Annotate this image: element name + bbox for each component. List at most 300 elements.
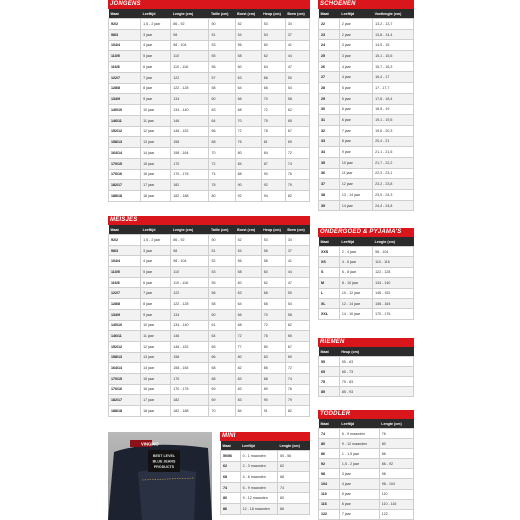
table-cell: 41 [285, 40, 309, 51]
table-cell: 134 - 140 [373, 278, 414, 288]
size-cell: 140/10 [109, 105, 141, 116]
table-cell: 52 [209, 256, 235, 267]
table-cell: 80 [277, 493, 309, 504]
table-cell: 56 [261, 245, 285, 256]
table-row [109, 105, 310, 116]
table-cell: 4 - 6 maanden [240, 472, 277, 483]
column-header: Lengte (cm) [171, 225, 209, 235]
table-row [109, 115, 310, 126]
table-cell: 83 [235, 384, 261, 395]
size-cell: 152/12 [109, 126, 141, 137]
riemen-section [318, 338, 414, 397]
table-cell: 69 [285, 137, 309, 148]
column-header: Maat [221, 441, 241, 451]
column-header: Maat [109, 9, 141, 19]
size-cell: 104/4 [109, 40, 141, 51]
table-cell: 82 [285, 191, 309, 202]
table-cell: 21,7 - 22,2 [373, 157, 414, 168]
table-cell: 50 [209, 19, 235, 30]
table-row [319, 479, 414, 489]
table-header-row [221, 441, 310, 451]
table-cell: 4 jaar [339, 72, 372, 83]
table-cell: 60 [235, 62, 261, 73]
table-cell: 14 jaar [339, 200, 372, 211]
size-cell: 104/4 [109, 256, 141, 267]
size-cell: XXS [319, 247, 340, 257]
column-header: Maat [319, 419, 340, 429]
table-cell: 74 [285, 373, 309, 384]
table-cell: 158 - 164 [373, 298, 414, 308]
table-cell: 1,5 - 2 jaar [141, 19, 171, 30]
size-cell: 140/10 [109, 320, 141, 331]
table-cell: 1,5 - 2 jaar [339, 459, 379, 469]
table-cell: 50 [285, 72, 309, 83]
size-cell: 110/5 [109, 267, 141, 278]
table-cell: 7 jaar [339, 125, 372, 136]
table-cell: 19,6 - 20,3 [373, 125, 414, 136]
table-cell: 74 [277, 482, 309, 493]
size-cell: 30 [319, 104, 340, 115]
table-cell: 83 [235, 395, 261, 406]
table-row [319, 125, 414, 136]
table-cell: 76 [379, 429, 413, 439]
table-cell: 64 [235, 83, 261, 94]
table-cell: 11 jaar [339, 168, 372, 179]
riemen-table [318, 347, 414, 397]
table-row [109, 40, 310, 51]
size-cell: 62 [221, 461, 241, 472]
table-row [319, 115, 414, 126]
table-cell: 53 [261, 235, 285, 246]
table-cell: 110 [171, 267, 209, 278]
size-cell: 33 [319, 136, 340, 147]
table-cell: 110 - 116 [171, 62, 209, 73]
table-cell: 86 [261, 363, 285, 374]
riemen-title: RIEMEN [318, 338, 414, 347]
table-cell: 158 [171, 352, 209, 363]
table-header-row [319, 237, 414, 247]
table-cell: 146 - 152 [373, 288, 414, 298]
table-cell: 82 [235, 363, 261, 374]
table-cell: 69 [209, 384, 235, 395]
column-header: Heup (cm) [261, 9, 285, 19]
table-cell: 182 - 188 [171, 406, 209, 417]
table-cell: 6 - 9 maanden [240, 482, 277, 493]
table-cell: 110 - 116 [171, 277, 209, 288]
size-cell: 39 [319, 200, 340, 211]
table-row [319, 278, 414, 288]
table-row [319, 247, 414, 257]
table-cell: 3 jaar [339, 40, 372, 51]
table-cell: 65 [285, 331, 309, 342]
table-cell: 34 [285, 19, 309, 30]
table-cell: 76 [235, 137, 261, 148]
table-cell: 76 [285, 384, 309, 395]
table-cell: 170 [171, 158, 209, 169]
column-header: Taille (cm) [209, 225, 235, 235]
size-cell: 128/8 [109, 299, 141, 310]
table-cell: 182 [171, 395, 209, 406]
table-cell: 170 [171, 373, 209, 384]
table-cell: 16 jaar [141, 384, 171, 395]
table-cell: 70 [261, 309, 285, 320]
table-header-row [319, 419, 414, 429]
ondergoed-table [318, 237, 414, 320]
table-cell: 58 [209, 83, 235, 94]
table-row [109, 191, 310, 202]
table-cell: 146 - 152 [171, 341, 209, 352]
table-cell: 63 [209, 105, 235, 116]
table-cell: 63 [235, 288, 261, 299]
table-cell: 94 [261, 191, 285, 202]
size-cell: 134/9 [109, 309, 141, 320]
table-row [319, 267, 414, 277]
table-row [319, 19, 414, 30]
toddler-title: TODDLER [318, 410, 414, 419]
table-cell: 122 [171, 72, 209, 83]
table-row [109, 126, 310, 137]
size-cell: 27 [319, 72, 340, 83]
table-cell: 56 [235, 256, 261, 267]
table-cell: 44 [285, 51, 309, 62]
table-cell: 63 [235, 72, 261, 83]
table-cell: 84 [235, 406, 261, 417]
table-cell: 1,5 - 2 jaar [141, 235, 171, 246]
table-cell: 20,4 - 21 [373, 136, 414, 147]
table-row [221, 493, 310, 504]
jongens-table [108, 9, 310, 202]
table-cell: 17 jaar [141, 395, 171, 406]
table-cell: 58 [235, 267, 261, 278]
table-cell: 66 [261, 72, 285, 83]
table-cell: 77 [235, 341, 261, 352]
size-cell: 68 [221, 472, 241, 483]
table-cell: 17 jaar [141, 180, 171, 191]
size-cell: 31 [319, 115, 340, 126]
table-cell: 13 jaar [141, 137, 171, 148]
table-row [319, 136, 414, 147]
table-cell: 52 [235, 19, 261, 30]
table-cell: 60 [209, 309, 235, 320]
table-cell: 64 [235, 299, 261, 310]
table-row [319, 83, 414, 94]
table-cell: 12 jaar [141, 341, 171, 352]
size-cell: 110 [319, 489, 340, 499]
table-cell: 72 [261, 105, 285, 116]
table-row [319, 367, 414, 377]
size-cell: M [319, 278, 340, 288]
table-cell: 60 [209, 94, 235, 105]
table-cell: 72 [285, 363, 309, 374]
table-cell: 9 - 12 maanden [240, 493, 277, 504]
toddler-section [318, 410, 414, 520]
table-cell: 70 [209, 406, 235, 417]
table-cell: 55 [209, 277, 235, 288]
table-cell: 50 [285, 288, 309, 299]
size-cell: 75 [319, 377, 340, 387]
column-header: Heup (cm) [261, 225, 285, 235]
table-cell: 76 [261, 331, 285, 342]
jongens-title: JONGENS [108, 0, 310, 9]
table-row [319, 309, 414, 319]
table-cell: 8 jaar [141, 83, 171, 94]
table-cell: 60 [261, 267, 285, 278]
table-row [109, 158, 310, 169]
size-cell: 25 [319, 51, 340, 62]
table-row [319, 179, 414, 190]
size-cell: 122/7 [109, 72, 141, 83]
table-cell: 12 - 14 jaar [339, 298, 372, 308]
table-cell: 83 [261, 352, 285, 363]
table-row [319, 429, 414, 439]
table-cell: 54 [235, 245, 261, 256]
table-cell: 92 [261, 180, 285, 191]
table-cell: 7 jaar [141, 72, 171, 83]
table-cell: 98 [379, 469, 413, 479]
table-cell: 146 - 152 [171, 126, 209, 137]
table-cell: 80 [235, 352, 261, 363]
table-cell: 70 [235, 115, 261, 126]
size-cell: 116/6 [109, 277, 141, 288]
table-cell: 68 [277, 472, 309, 483]
table-cell: 6 jaar [141, 277, 171, 288]
table-row [319, 288, 414, 298]
table-cell: 65 [209, 341, 235, 352]
size-cell: 92 [319, 459, 340, 469]
table-cell: 158 - 164 [171, 363, 209, 374]
size-cell: 34 [319, 147, 340, 158]
table-cell: 12 - 18 maanden [240, 503, 277, 514]
table-cell: 7 jaar [141, 288, 171, 299]
table-cell: 54 [235, 29, 261, 40]
table-row [319, 104, 414, 115]
table-cell: 74 [209, 169, 235, 180]
table-cell: 62 [261, 277, 285, 288]
size-cell: S [319, 267, 340, 277]
table-cell: 5 jaar [141, 51, 171, 62]
table-row [319, 509, 414, 519]
table-row [319, 257, 414, 267]
size-cell: 170/15 [109, 158, 141, 169]
table-row [109, 384, 310, 395]
table-cell: 6 jaar [339, 104, 372, 115]
mini-table [220, 441, 310, 515]
table-cell: 5 jaar [339, 93, 372, 104]
table-cell: 8 - 10 jaar [339, 278, 372, 288]
table-row [109, 267, 310, 278]
table-row [319, 489, 414, 499]
size-cell: 164/14 [109, 148, 141, 159]
table-cell: 86 [277, 503, 309, 514]
table-cell: 98 - 104 [171, 40, 209, 51]
table-cell: 146 [171, 115, 209, 126]
table-cell: 10 - 12 jaar [339, 288, 372, 298]
table-cell: 86 - 92 [171, 19, 209, 30]
table-cell: 15 jaar [141, 373, 171, 384]
column-header: Borst (cm) [235, 225, 261, 235]
size-cell: 152/12 [109, 341, 141, 352]
table-cell: 4 jaar [141, 256, 171, 267]
size-cell: 146/11 [109, 331, 141, 342]
table-cell: 170 - 176 [373, 309, 414, 319]
size-cell: 98 [319, 469, 340, 479]
table-cell: 146 [171, 331, 209, 342]
table-cell: 75 - 83 [339, 377, 413, 387]
table-cell: 98 [171, 245, 209, 256]
table-cell: 81 [261, 137, 285, 148]
table-cell: 10 jaar [141, 105, 171, 116]
table-cell: 110 [171, 51, 209, 62]
brand-text: VINGINO [141, 441, 159, 447]
table-row [109, 299, 310, 310]
size-cell: L [319, 288, 340, 298]
table-cell: 2 jaar [339, 29, 372, 40]
table-cell: 80 [379, 439, 413, 449]
table-cell: 74 [285, 158, 309, 169]
column-header: Maat [319, 9, 340, 19]
table-cell: 14 jaar [141, 363, 171, 374]
table-cell: 10 jaar [339, 157, 372, 168]
table-cell: 66 [209, 126, 235, 137]
table-row [109, 341, 310, 352]
table-cell: 13,2 - 13,7 [373, 19, 414, 30]
table-cell: 1 - 1,5 jaar [339, 449, 379, 459]
meisjes-title: MEISJES [108, 216, 310, 225]
size-cell: 116/6 [109, 62, 141, 73]
column-header: Been (cm) [285, 9, 309, 19]
table-cell: 54 [261, 29, 285, 40]
table-cell: 78 [261, 126, 285, 137]
table-row [319, 377, 414, 387]
size-cell: 164/14 [109, 363, 141, 374]
table-cell: 90 [261, 169, 285, 180]
table-row [221, 461, 310, 472]
table-cell: 12 jaar [339, 179, 372, 190]
table-row [319, 298, 414, 308]
column-header: Maat [109, 225, 141, 235]
table-cell: 68 [261, 83, 285, 94]
table-row [319, 499, 414, 509]
table-cell: 88 [261, 373, 285, 384]
table-cell: 67 [285, 341, 309, 352]
table-cell: 9 jaar [141, 94, 171, 105]
table-cell: 18 jaar [141, 406, 171, 417]
jeans-photo [108, 432, 212, 520]
size-cell: 92/2 [109, 235, 141, 246]
table-cell: 7 jaar [339, 509, 379, 519]
table-row [319, 200, 414, 211]
table-row [109, 309, 310, 320]
table-cell: 62 [285, 105, 309, 116]
table-row [109, 83, 310, 94]
toddler-table [318, 419, 414, 520]
table-cell: 18,5 - 19 [373, 104, 414, 115]
table-cell: 2 - 4 jaar [339, 247, 372, 257]
jeans-pocket [138, 469, 196, 520]
table-cell: 69 [285, 352, 309, 363]
table-row [319, 190, 414, 201]
table-cell: 4 jaar [141, 40, 171, 51]
size-cell: 146/11 [109, 115, 141, 126]
table-cell: 9 jaar [141, 309, 171, 320]
column-header: Lengte (cm) [379, 419, 413, 429]
table-row [109, 137, 310, 148]
size-cell: XL [319, 298, 340, 308]
size-cell: 98/3 [109, 245, 141, 256]
size-cell: 85 [319, 387, 340, 397]
table-cell: 91 [261, 406, 285, 417]
table-cell: 15,1 - 15,6 [373, 51, 414, 62]
table-cell: 72 [235, 331, 261, 342]
size-cell: 158/13 [109, 137, 141, 148]
table-cell: 4 jaar [339, 61, 372, 72]
table-cell: 15 jaar [141, 158, 171, 169]
table-cell: 58 [285, 309, 309, 320]
table-cell: 16 jaar [141, 169, 171, 180]
table-cell: 41 [285, 256, 309, 267]
table-cell: 61 [209, 320, 235, 331]
table-cell: 3 jaar [141, 245, 171, 256]
table-cell: 83 [235, 373, 261, 384]
table-cell: 92 [235, 191, 261, 202]
table-cell: 4 jaar [339, 479, 379, 489]
column-header: Leeftijd [339, 237, 372, 247]
size-cell: 122 [319, 509, 340, 519]
table-cell: 15,7 - 16,3 [373, 61, 414, 72]
size-cell: 55 [319, 357, 340, 367]
table-cell: 58 [209, 299, 235, 310]
size-cell: 188/18 [109, 406, 141, 417]
table-cell: 80 [209, 191, 235, 202]
mini-title: MINI [220, 432, 310, 441]
table-cell: 2 - 3 maanden [240, 461, 277, 472]
size-cell: 134/9 [109, 94, 141, 105]
table-cell: 53 [209, 40, 235, 51]
table-row [109, 288, 310, 299]
table-cell: 34 [285, 235, 309, 246]
table-cell: 37 [285, 29, 309, 40]
table-row [109, 245, 310, 256]
table-header-row [109, 9, 310, 19]
size-cell: 74 [221, 482, 241, 493]
table-cell: 134 - 140 [171, 320, 209, 331]
schoenen-title: SCHOENEN [318, 0, 414, 9]
table-cell: 170 - 176 [171, 169, 209, 180]
table-cell: 3 jaar [339, 469, 379, 479]
table-cell: 44 [285, 267, 309, 278]
meisjes-section [108, 216, 310, 417]
table-cell: 66 [261, 288, 285, 299]
table-cell: 80 [261, 341, 285, 352]
table-row [109, 62, 310, 73]
size-cell: 26 [319, 61, 340, 72]
table-cell: 86 - 92 [379, 459, 413, 469]
patch-text-3: PRODUCTS [153, 465, 175, 469]
table-row [109, 406, 310, 417]
table-cell: 68 [209, 137, 235, 148]
table-cell: 58 [285, 94, 309, 105]
table-cell: 62 [285, 320, 309, 331]
table-cell: 84 [235, 158, 261, 169]
column-header: Lengte (cm) [171, 9, 209, 19]
size-cell: 128/8 [109, 83, 141, 94]
table-cell: 87 [261, 158, 285, 169]
size-cell: 36 [319, 168, 340, 179]
table-cell: 11 jaar [141, 115, 171, 126]
size-cell: 158/13 [109, 352, 141, 363]
table-cell: 21,1 - 21,6 [373, 147, 414, 158]
table-cell: 72 [285, 148, 309, 159]
